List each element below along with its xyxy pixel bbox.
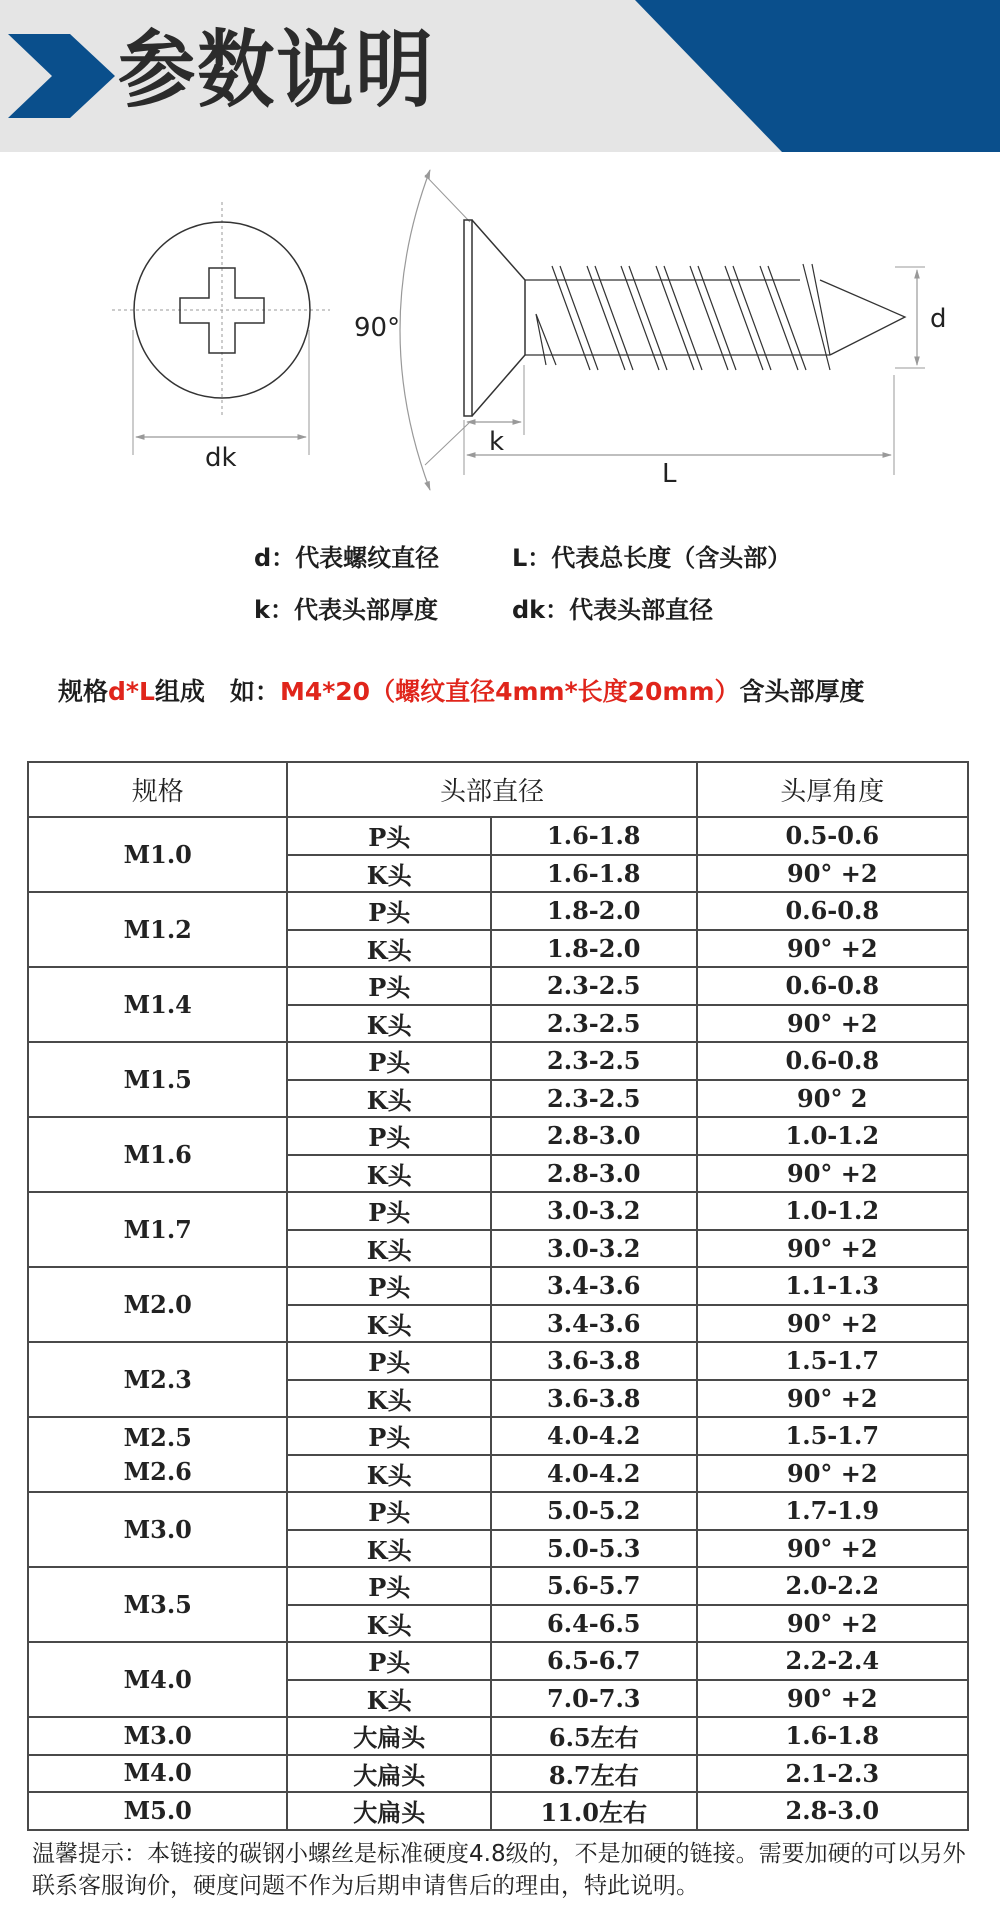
head-type-cell: 大扁头 bbox=[287, 1717, 491, 1755]
head-diameter-cell: 6.5左右 bbox=[491, 1717, 697, 1755]
legend-desc: 代表头部直径 bbox=[569, 596, 714, 624]
head-type-cell: P头 bbox=[287, 892, 491, 930]
head-type-cell: P头 bbox=[287, 1192, 491, 1230]
chevron-right-icon bbox=[0, 0, 130, 152]
spec-cell bbox=[28, 892, 287, 967]
table-row bbox=[28, 1417, 968, 1455]
spec-cell bbox=[28, 1717, 287, 1755]
table-row bbox=[28, 1192, 968, 1230]
spec-formula: d*L bbox=[108, 677, 155, 706]
head-type-cell: K头 bbox=[287, 1680, 491, 1718]
screw-spec-table bbox=[27, 761, 969, 1831]
head-diameter-cell: 2.3-2.5 bbox=[491, 1042, 697, 1080]
head-type-cell: P头 bbox=[287, 1492, 491, 1530]
spec-value: M1.0 bbox=[123, 839, 192, 869]
spec-cell bbox=[28, 967, 287, 1042]
head-diameter-cell: 5.6-5.7 bbox=[491, 1567, 697, 1605]
head-diameter-cell: 4.0-4.2 bbox=[491, 1417, 697, 1455]
thickness-angle-cell: 90° +2 bbox=[697, 1380, 968, 1418]
spec-cell bbox=[28, 1267, 287, 1342]
L-label: L bbox=[662, 459, 677, 489]
spec-value: M4.0 bbox=[123, 1758, 192, 1788]
section-banner bbox=[0, 0, 1000, 152]
thickness-angle-cell: 2.2-2.4 bbox=[697, 1642, 968, 1680]
thickness-angle-cell: 0.6-0.8 bbox=[697, 892, 968, 930]
legend-item-d bbox=[254, 538, 439, 574]
head-diameter-cell: 4.0-4.2 bbox=[491, 1455, 697, 1493]
spec-value: M4.0 bbox=[123, 1664, 192, 1694]
spec-value: M3.0 bbox=[123, 1514, 192, 1544]
thickness-angle-cell: 1.6-1.8 bbox=[697, 1717, 968, 1755]
table-row bbox=[28, 1755, 968, 1793]
table-row bbox=[28, 1267, 968, 1305]
head-diameter-cell: 5.0-5.2 bbox=[491, 1492, 697, 1530]
table-row bbox=[28, 1717, 968, 1755]
head-diameter-cell: 3.6-3.8 bbox=[491, 1342, 697, 1380]
thickness-angle-cell: 90° +2 bbox=[697, 1005, 968, 1043]
thickness-angle-cell: 90° +2 bbox=[697, 1305, 968, 1343]
spec-cell bbox=[28, 1342, 287, 1417]
thickness-angle-cell: 2.1-2.3 bbox=[697, 1755, 968, 1793]
thickness-angle-cell: 90° +2 bbox=[697, 1605, 968, 1643]
thickness-angle-cell: 90° +2 bbox=[697, 930, 968, 968]
head-type-cell: P头 bbox=[287, 1417, 491, 1455]
head-type-cell: K头 bbox=[287, 1605, 491, 1643]
angle-label: 90° bbox=[354, 313, 401, 343]
header-head-thickness-angle: 头厚角度 bbox=[697, 762, 968, 817]
table-row bbox=[28, 1642, 968, 1680]
spec-value: M1.6 bbox=[123, 1139, 192, 1169]
thickness-angle-cell: 90° +2 bbox=[697, 1455, 968, 1493]
thickness-angle-cell: 1.0-1.2 bbox=[697, 1192, 968, 1230]
thickness-angle-cell: 1.5-1.7 bbox=[697, 1342, 968, 1380]
head-diameter-cell: 8.7左右 bbox=[491, 1755, 697, 1793]
head-type-cell: K头 bbox=[287, 930, 491, 968]
spec-cell bbox=[28, 1567, 287, 1642]
head-diameter-cell: 2.8-3.0 bbox=[491, 1155, 697, 1193]
spec-format-example bbox=[58, 672, 865, 708]
head-type-cell: P头 bbox=[287, 1117, 491, 1155]
head-diameter-cell: 3.6-3.8 bbox=[491, 1380, 697, 1418]
head-diameter-cell: 5.0-5.3 bbox=[491, 1530, 697, 1568]
spec-cell bbox=[28, 1417, 287, 1492]
spec-cell bbox=[28, 817, 287, 892]
warm-tip-note: 温馨提示：本链接的碳钢小螺丝是标准硬度4.8级的，不是加硬的链接。需要加硬的可以另外联系客服询价，硬度问题不作为后期申请售后的理由，特此说明。 bbox=[32, 1841, 966, 1899]
spec-value: M1.4 bbox=[123, 989, 192, 1019]
thickness-angle-cell: 1.5-1.7 bbox=[697, 1417, 968, 1455]
head-type-cell: K头 bbox=[287, 1530, 491, 1568]
spec-value: M3.5 bbox=[123, 1589, 192, 1619]
spec-value: M2.3 bbox=[123, 1364, 192, 1394]
table-row bbox=[28, 1492, 968, 1530]
thickness-angle-cell: 1.0-1.2 bbox=[697, 1117, 968, 1155]
head-type-cell: K头 bbox=[287, 1455, 491, 1493]
thickness-angle-cell: 90° +2 bbox=[697, 1530, 968, 1568]
spec-cell bbox=[28, 1642, 287, 1717]
table-row bbox=[28, 1792, 968, 1830]
spec-value: M2.0 bbox=[123, 1289, 192, 1319]
thickness-angle-cell: 0.5-0.6 bbox=[697, 817, 968, 855]
spec-value: M5.0 bbox=[123, 1795, 192, 1825]
head-type-cell: K头 bbox=[287, 1305, 491, 1343]
thickness-angle-cell: 90° +2 bbox=[697, 1230, 968, 1268]
head-diameter-cell: 6.5-6.7 bbox=[491, 1642, 697, 1680]
k-label: k bbox=[489, 427, 505, 457]
head-diameter-cell: 6.4-6.5 bbox=[491, 1605, 697, 1643]
head-diameter-cell: 3.0-3.2 bbox=[491, 1192, 697, 1230]
spec-value: M3.0 bbox=[123, 1720, 192, 1750]
thickness-angle-cell: 0.6-0.8 bbox=[697, 967, 968, 1005]
table-row bbox=[28, 1342, 968, 1380]
spec-value: M1.2 bbox=[123, 914, 192, 944]
legend-desc: 代表头部厚度 bbox=[293, 596, 438, 624]
head-type-cell: P头 bbox=[287, 1267, 491, 1305]
thickness-angle-cell: 90° 2 bbox=[697, 1080, 968, 1118]
legend-item-k bbox=[254, 590, 438, 626]
head-diameter-cell: 3.4-3.6 bbox=[491, 1305, 697, 1343]
head-diameter-cell: 1.8-2.0 bbox=[491, 930, 697, 968]
spec-example: M4*20（螺纹直径4mm*长度20mm） bbox=[279, 677, 740, 706]
head-type-cell: P头 bbox=[287, 1642, 491, 1680]
legend-key: d： bbox=[254, 544, 296, 572]
thickness-angle-cell: 1.7-1.9 bbox=[697, 1492, 968, 1530]
spec-cell bbox=[28, 1192, 287, 1267]
thickness-angle-cell: 90° +2 bbox=[697, 1680, 968, 1718]
head-diameter-cell: 7.0-7.3 bbox=[491, 1680, 697, 1718]
spec-value: M1.7 bbox=[123, 1214, 192, 1244]
table-row bbox=[28, 967, 968, 1005]
head-type-cell: P头 bbox=[287, 1567, 491, 1605]
head-diameter-cell: 1.6-1.8 bbox=[491, 855, 697, 893]
head-type-cell: P头 bbox=[287, 1342, 491, 1380]
table-row bbox=[28, 892, 968, 930]
legend-key: L： bbox=[512, 544, 552, 572]
legend-desc: 代表总长度（含头部） bbox=[551, 544, 792, 572]
head-type-cell: K头 bbox=[287, 1080, 491, 1118]
head-type-cell: P头 bbox=[287, 1042, 491, 1080]
thickness-angle-cell: 1.1-1.3 bbox=[697, 1267, 968, 1305]
legend-desc: 代表螺纹直径 bbox=[295, 544, 440, 572]
spec-value: M1.5 bbox=[123, 1064, 192, 1094]
head-diameter-cell: 2.3-2.5 bbox=[491, 1005, 697, 1043]
header-head-diameter: 头部直径 bbox=[287, 762, 696, 817]
head-type-cell: 大扁头 bbox=[287, 1755, 491, 1793]
section-title: 参数说明 bbox=[118, 21, 435, 119]
head-diameter-cell: 1.8-2.0 bbox=[491, 892, 697, 930]
thickness-angle-cell: 2.0-2.2 bbox=[697, 1567, 968, 1605]
screw-head-top-view bbox=[112, 202, 330, 473]
head-type-cell: P头 bbox=[287, 967, 491, 1005]
thickness-angle-cell: 0.6-0.8 bbox=[697, 1042, 968, 1080]
head-type-cell: K头 bbox=[287, 1230, 491, 1268]
head-type-cell: 大扁头 bbox=[287, 1792, 491, 1830]
head-diameter-cell: 11.0左右 bbox=[491, 1792, 697, 1830]
head-type-cell: K头 bbox=[287, 1005, 491, 1043]
screw-drawing bbox=[0, 160, 1000, 500]
table-row bbox=[28, 1042, 968, 1080]
table-header-row bbox=[28, 762, 968, 817]
legend-item-L bbox=[512, 538, 791, 574]
head-diameter-cell: 2.3-2.5 bbox=[491, 1080, 697, 1118]
thickness-angle-cell: 2.8-3.0 bbox=[697, 1792, 968, 1830]
table-row bbox=[28, 1567, 968, 1605]
spec-value: M2.6 bbox=[123, 1456, 192, 1486]
thickness-angle-cell: 90° +2 bbox=[697, 1155, 968, 1193]
head-type-cell: K头 bbox=[287, 1155, 491, 1193]
table-row bbox=[28, 817, 968, 855]
spec-text: 规格 bbox=[58, 677, 109, 706]
legend-key: dk： bbox=[512, 596, 570, 624]
spec-value: M2.5 bbox=[123, 1422, 192, 1452]
spec-text: 含头部厚度 bbox=[739, 677, 865, 706]
head-diameter-cell: 3.0-3.2 bbox=[491, 1230, 697, 1268]
spec-cell bbox=[28, 1792, 287, 1830]
head-diameter-cell: 1.6-1.8 bbox=[491, 817, 697, 855]
spec-cell bbox=[28, 1492, 287, 1567]
head-diameter-cell: 3.4-3.6 bbox=[491, 1267, 697, 1305]
legend-item-dk bbox=[512, 590, 713, 626]
table-body bbox=[28, 817, 968, 1830]
screw-dimension-diagram bbox=[0, 160, 1000, 500]
screw-side-view bbox=[354, 170, 947, 490]
thickness-angle-cell: 90° +2 bbox=[697, 855, 968, 893]
d-label: d bbox=[930, 304, 947, 334]
header-spec: 规格 bbox=[28, 762, 287, 817]
spec-cell bbox=[28, 1117, 287, 1192]
head-type-cell: P头 bbox=[287, 817, 491, 855]
head-diameter-cell: 2.3-2.5 bbox=[491, 967, 697, 1005]
head-diameter-cell: 2.8-3.0 bbox=[491, 1117, 697, 1155]
spec-cell bbox=[28, 1755, 287, 1793]
head-type-cell: K头 bbox=[287, 855, 491, 893]
spec-cell bbox=[28, 1042, 287, 1117]
dk-label: dk bbox=[205, 443, 237, 473]
spec-text: 组成 如： bbox=[154, 677, 280, 706]
legend-key: k： bbox=[254, 596, 294, 624]
table-row bbox=[28, 1117, 968, 1155]
head-type-cell: K头 bbox=[287, 1380, 491, 1418]
